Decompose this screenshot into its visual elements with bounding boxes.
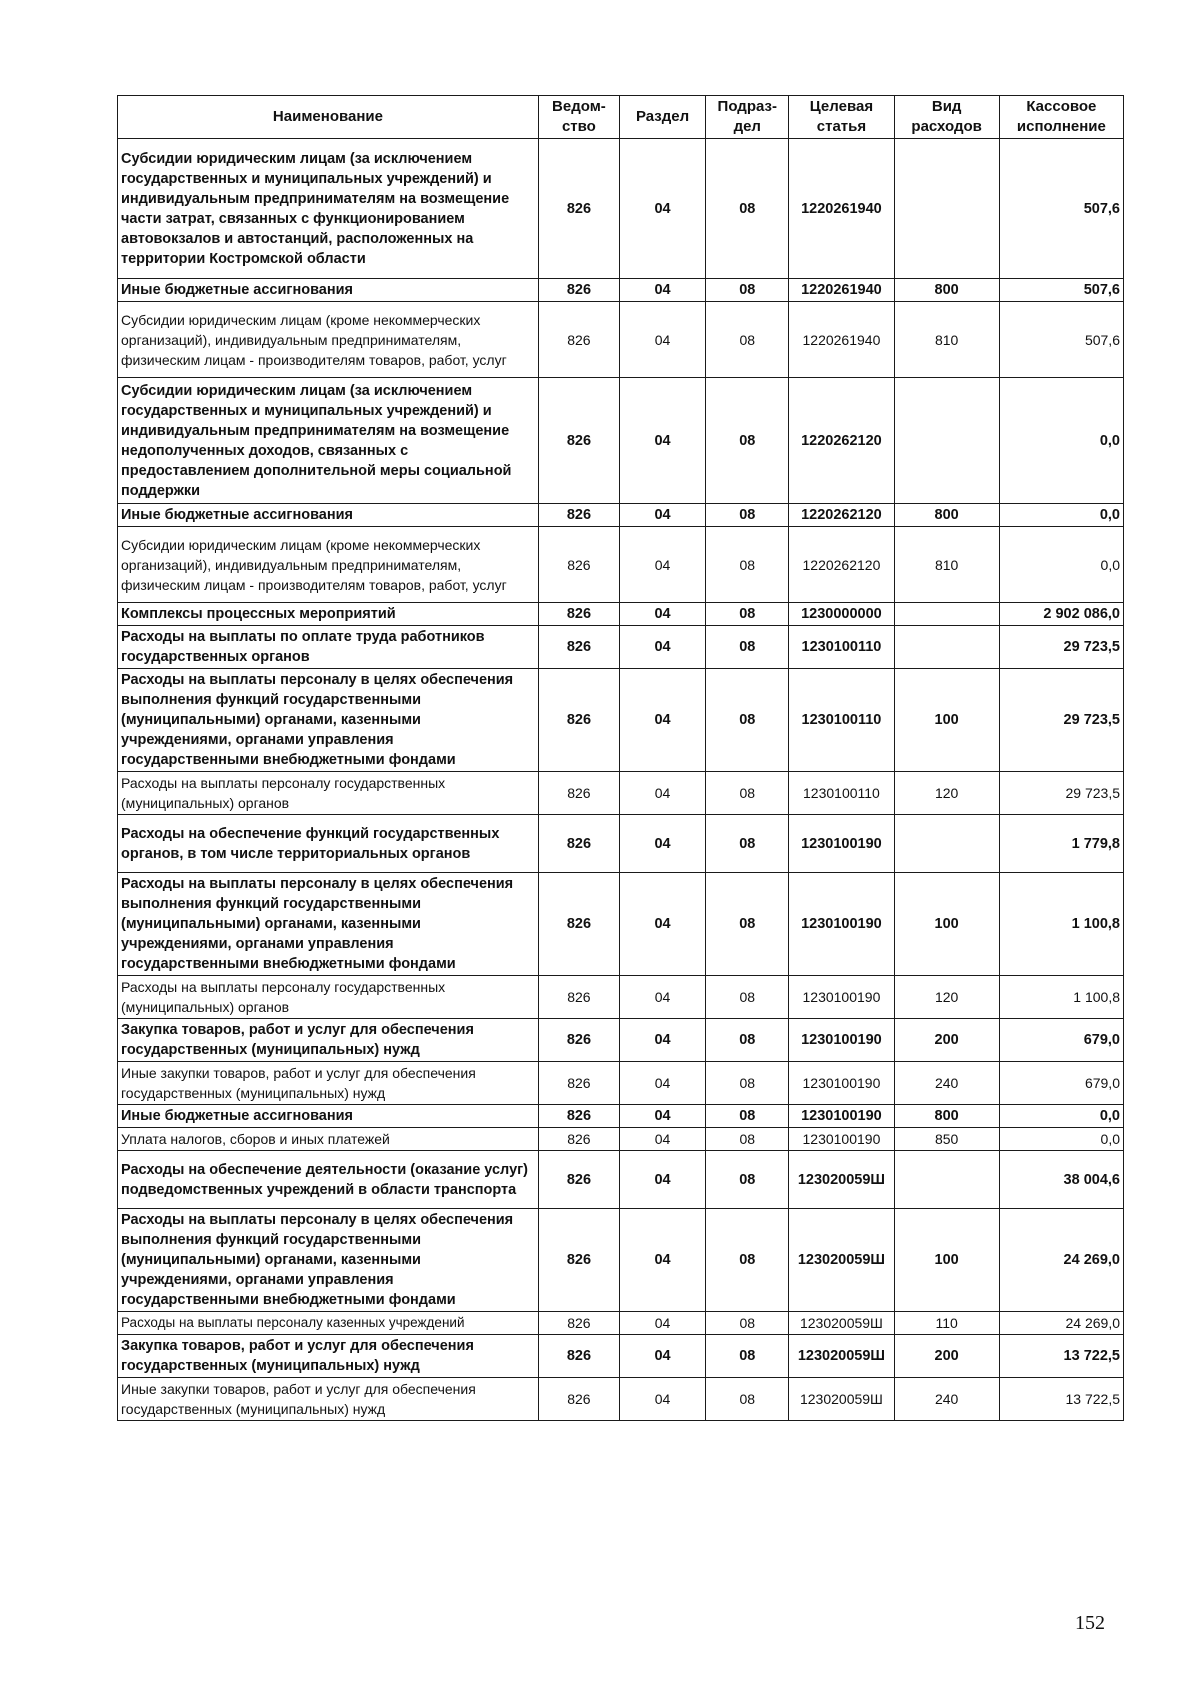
header-department: Ведом- ство	[538, 96, 619, 139]
cell-cash-execution: 507,6	[999, 302, 1123, 378]
cell-name: Расходы на выплаты персоналу казенных учреждений	[118, 1312, 539, 1335]
table-row	[118, 279, 1124, 302]
cell-department: 826	[538, 1062, 619, 1105]
header-name: Наименование	[118, 96, 539, 139]
cell-department: 826	[538, 815, 619, 873]
cell-section: 04	[619, 139, 705, 279]
cell-section: 04	[619, 302, 705, 378]
cell-section: 04	[619, 1105, 705, 1128]
cell-target-article: 1230100110	[789, 772, 894, 815]
cell-expense-type	[894, 139, 999, 279]
table-row	[118, 1151, 1124, 1209]
table-row	[118, 302, 1124, 378]
cell-cash-execution: 13 722,5	[999, 1378, 1123, 1421]
cell-name: Иные бюджетные ассигнования	[118, 279, 539, 302]
cell-section: 04	[619, 504, 705, 527]
cell-target-article: 1220261940	[789, 139, 894, 279]
cell-department: 826	[538, 772, 619, 815]
cell-cash-execution: 507,6	[999, 279, 1123, 302]
cell-section: 04	[619, 815, 705, 873]
cell-section: 04	[619, 1019, 705, 1062]
cell-subsection: 08	[706, 1062, 789, 1105]
cell-department: 826	[538, 1105, 619, 1128]
table-row	[118, 976, 1124, 1019]
cell-subsection: 08	[706, 279, 789, 302]
table-row	[118, 1209, 1124, 1312]
cell-department: 826	[538, 1151, 619, 1209]
cell-cash-execution: 0,0	[999, 1128, 1123, 1151]
cell-expense-type: 200	[894, 1019, 999, 1062]
cell-target-article: 1230100110	[789, 669, 894, 772]
cell-section: 04	[619, 669, 705, 772]
cell-expense-type	[894, 815, 999, 873]
cell-subsection: 08	[706, 1335, 789, 1378]
cell-name: Уплата налогов, сборов и иных платежей	[118, 1128, 539, 1151]
cell-cash-execution: 0,0	[999, 527, 1123, 603]
cell-target-article: 1230100190	[789, 1105, 894, 1128]
cell-section: 04	[619, 1128, 705, 1151]
cell-section: 04	[619, 1062, 705, 1105]
cell-cash-execution: 679,0	[999, 1019, 1123, 1062]
cell-target-article: 123020059Ш	[789, 1209, 894, 1312]
cell-cash-execution: 38 004,6	[999, 1151, 1123, 1209]
cell-name: Иные закупки товаров, работ и услуг для обеспечения государственных (муниципальных) нужд	[118, 1062, 539, 1105]
page-number: 152	[1075, 1612, 1105, 1634]
table-row	[118, 772, 1124, 815]
table-row	[118, 626, 1124, 669]
cell-target-article: 123020059Ш	[789, 1378, 894, 1421]
cell-subsection: 08	[706, 378, 789, 504]
cell-expense-type: 240	[894, 1062, 999, 1105]
cell-expense-type	[894, 626, 999, 669]
cell-department: 826	[538, 626, 619, 669]
table-row	[118, 378, 1124, 504]
cell-name: Иные бюджетные ассигнования	[118, 504, 539, 527]
cell-section: 04	[619, 626, 705, 669]
table-row	[118, 1019, 1124, 1062]
cell-target-article: 1230100190	[789, 976, 894, 1019]
cell-subsection: 08	[706, 1312, 789, 1335]
cell-cash-execution: 0,0	[999, 1105, 1123, 1128]
cell-section: 04	[619, 1335, 705, 1378]
budget-execution-table	[117, 95, 1124, 1421]
cell-subsection: 08	[706, 527, 789, 603]
cell-expense-type: 200	[894, 1335, 999, 1378]
table-row	[118, 1335, 1124, 1378]
cell-cash-execution: 29 723,5	[999, 669, 1123, 772]
cell-cash-execution: 1 779,8	[999, 815, 1123, 873]
cell-section: 04	[619, 527, 705, 603]
cell-department: 826	[538, 1312, 619, 1335]
cell-cash-execution: 1 100,8	[999, 873, 1123, 976]
cell-subsection: 08	[706, 302, 789, 378]
header-cash-execution: Кассовое исполнение	[999, 96, 1123, 139]
cell-expense-type: 800	[894, 279, 999, 302]
cell-name: Субсидии юридическим лицам (за исключением государственных и муниципальных учреждений) и индивидуальным предпринимателям на возмещение части затрат, связанных с функционированием автовокзалов и автостанций, расположенных на территории Костромской области	[118, 139, 539, 279]
cell-department: 826	[538, 1335, 619, 1378]
cell-name: Расходы на выплаты персоналу в целях обеспечения выполнения функций государственными (муниципальными) органами, казенными учреждениями, органами управления государственными внебюджетными фондами	[118, 873, 539, 976]
cell-expense-type: 100	[894, 669, 999, 772]
cell-section: 04	[619, 1209, 705, 1312]
cell-target-article: 1230100190	[789, 1062, 894, 1105]
cell-section: 04	[619, 378, 705, 504]
cell-department: 826	[538, 527, 619, 603]
cell-cash-execution: 679,0	[999, 1062, 1123, 1105]
cell-department: 826	[538, 976, 619, 1019]
header-expense-type: Вид расходов	[894, 96, 999, 139]
cell-expense-type: 800	[894, 504, 999, 527]
cell-subsection: 08	[706, 1128, 789, 1151]
cell-target-article: 123020059Ш	[789, 1312, 894, 1335]
cell-cash-execution: 1 100,8	[999, 976, 1123, 1019]
table-row	[118, 1105, 1124, 1128]
cell-expense-type	[894, 603, 999, 626]
cell-subsection: 08	[706, 626, 789, 669]
cell-cash-execution: 507,6	[999, 139, 1123, 279]
cell-target-article: 1230100190	[789, 1019, 894, 1062]
cell-name: Иные закупки товаров, работ и услуг для обеспечения государственных (муниципальных) нужд	[118, 1378, 539, 1421]
table-row	[118, 603, 1124, 626]
cell-cash-execution: 29 723,5	[999, 772, 1123, 815]
cell-expense-type: 850	[894, 1128, 999, 1151]
cell-target-article: 1220261940	[789, 279, 894, 302]
cell-subsection: 08	[706, 976, 789, 1019]
cell-target-article: 1220262120	[789, 527, 894, 603]
cell-name: Иные бюджетные ассигнования	[118, 1105, 539, 1128]
cell-name: Расходы на обеспечение функций государственных органов, в том числе территориальных органов	[118, 815, 539, 873]
cell-department: 826	[538, 279, 619, 302]
cell-expense-type: 810	[894, 527, 999, 603]
cell-cash-execution: 24 269,0	[999, 1209, 1123, 1312]
table-header-row	[118, 96, 1124, 139]
cell-cash-execution: 13 722,5	[999, 1335, 1123, 1378]
cell-expense-type: 100	[894, 873, 999, 976]
cell-section: 04	[619, 873, 705, 976]
cell-department: 826	[538, 1209, 619, 1312]
cell-subsection: 08	[706, 1151, 789, 1209]
cell-expense-type: 100	[894, 1209, 999, 1312]
cell-name: Субсидии юридическим лицам (кроме некоммерческих организаций), индивидуальным предпринимателям, физическим лицам - производителям товаров, работ, услуг	[118, 302, 539, 378]
cell-cash-execution: 0,0	[999, 378, 1123, 504]
cell-subsection: 08	[706, 504, 789, 527]
cell-section: 04	[619, 279, 705, 302]
cell-name: Расходы на обеспечение деятельности (оказание услуг) подведомственных учреждений в области транспорта	[118, 1151, 539, 1209]
table-row	[118, 1062, 1124, 1105]
cell-cash-execution: 2 902 086,0	[999, 603, 1123, 626]
cell-target-article: 1230100190	[789, 815, 894, 873]
cell-cash-execution: 0,0	[999, 504, 1123, 527]
table-row	[118, 139, 1124, 279]
cell-department: 826	[538, 1378, 619, 1421]
cell-cash-execution: 24 269,0	[999, 1312, 1123, 1335]
cell-expense-type	[894, 1151, 999, 1209]
cell-expense-type: 120	[894, 976, 999, 1019]
cell-target-article: 123020059Ш	[789, 1335, 894, 1378]
cell-department: 826	[538, 302, 619, 378]
cell-expense-type	[894, 378, 999, 504]
cell-section: 04	[619, 1378, 705, 1421]
cell-department: 826	[538, 504, 619, 527]
table-row	[118, 1128, 1124, 1151]
cell-target-article: 123020059Ш	[789, 1151, 894, 1209]
table-row	[118, 815, 1124, 873]
cell-department: 826	[538, 873, 619, 976]
cell-section: 04	[619, 976, 705, 1019]
cell-section: 04	[619, 1312, 705, 1335]
cell-expense-type: 240	[894, 1378, 999, 1421]
table-row	[118, 527, 1124, 603]
header-section: Раздел	[619, 96, 705, 139]
cell-subsection: 08	[706, 669, 789, 772]
cell-subsection: 08	[706, 603, 789, 626]
cell-subsection: 08	[706, 1378, 789, 1421]
cell-subsection: 08	[706, 1019, 789, 1062]
cell-department: 826	[538, 669, 619, 772]
cell-subsection: 08	[706, 815, 789, 873]
cell-name: Расходы на выплаты персоналу в целях обеспечения выполнения функций государственными (муниципальными) органами, казенными учреждениями, органами управления государственными внебюджетными фондами	[118, 669, 539, 772]
table-row	[118, 669, 1124, 772]
cell-target-article: 1230100190	[789, 1128, 894, 1151]
cell-target-article: 1230000000	[789, 603, 894, 626]
cell-expense-type: 120	[894, 772, 999, 815]
cell-department: 826	[538, 603, 619, 626]
cell-name: Субсидии юридическим лицам (кроме некоммерческих организаций), индивидуальным предпринимателям, физическим лицам - производителям товаров, работ, услуг	[118, 527, 539, 603]
cell-name: Расходы на выплаты персоналу государственных (муниципальных) органов	[118, 976, 539, 1019]
cell-cash-execution: 29 723,5	[999, 626, 1123, 669]
cell-target-article: 1230100190	[789, 873, 894, 976]
cell-department: 826	[538, 139, 619, 279]
cell-target-article: 1220262120	[789, 378, 894, 504]
cell-name: Комплексы процессных мероприятий	[118, 603, 539, 626]
table-body	[118, 139, 1124, 1421]
cell-expense-type: 800	[894, 1105, 999, 1128]
header-subsection: Подраз- дел	[706, 96, 789, 139]
cell-department: 826	[538, 1128, 619, 1151]
cell-name: Расходы на выплаты персоналу государственных (муниципальных) органов	[118, 772, 539, 815]
table-row	[118, 1312, 1124, 1335]
cell-target-article: 1220262120	[789, 504, 894, 527]
table-row	[118, 504, 1124, 527]
header-target-article: Целевая статья	[789, 96, 894, 139]
table-row	[118, 873, 1124, 976]
cell-subsection: 08	[706, 139, 789, 279]
cell-name: Субсидии юридическим лицам (за исключением государственных и муниципальных учреждений) и индивидуальным предпринимателям на возмещение недополученных доходов, связанных с предоставлением дополнительной меры социальной поддержки	[118, 378, 539, 504]
cell-section: 04	[619, 1151, 705, 1209]
cell-subsection: 08	[706, 1209, 789, 1312]
cell-name: Закупка товаров, работ и услуг для обеспечения государственных (муниципальных) нужд	[118, 1019, 539, 1062]
cell-section: 04	[619, 603, 705, 626]
cell-name: Расходы на выплаты по оплате труда работников государственных органов	[118, 626, 539, 669]
cell-subsection: 08	[706, 873, 789, 976]
cell-subsection: 08	[706, 1105, 789, 1128]
cell-department: 826	[538, 1019, 619, 1062]
cell-expense-type: 110	[894, 1312, 999, 1335]
cell-target-article: 1230100110	[789, 626, 894, 669]
cell-department: 826	[538, 378, 619, 504]
cell-name: Расходы на выплаты персоналу в целях обеспечения выполнения функций государственными (муниципальными) органами, казенными учреждениями, органами управления государственными внебюджетными фондами	[118, 1209, 539, 1312]
cell-subsection: 08	[706, 772, 789, 815]
cell-target-article: 1220261940	[789, 302, 894, 378]
cell-name: Закупка товаров, работ и услуг для обеспечения государственных (муниципальных) нужд	[118, 1335, 539, 1378]
table-row	[118, 1378, 1124, 1421]
cell-expense-type: 810	[894, 302, 999, 378]
cell-section: 04	[619, 772, 705, 815]
